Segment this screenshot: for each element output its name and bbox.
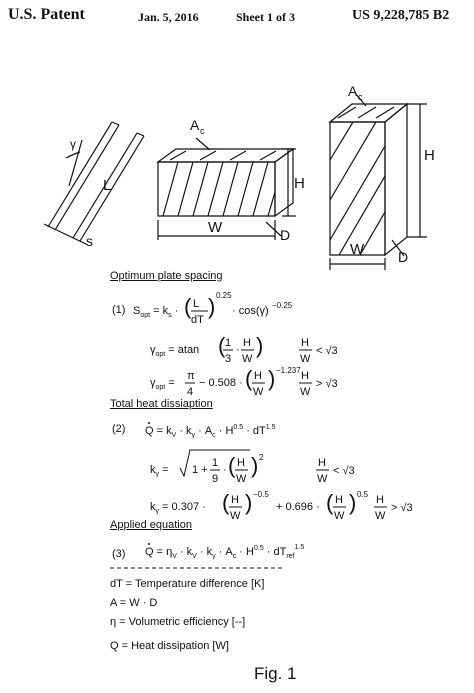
svg-text:(: ( [326,490,334,515]
svg-text:< √3: < √3 [333,465,355,477]
svg-text:0.25: 0.25 [216,291,232,300]
svg-text:(: ( [245,366,253,391]
svg-text:W: W [375,510,386,522]
formula-sopt [133,291,293,326]
definition-ac: A = W · D [110,597,158,609]
svg-text:> √3: > √3 [391,502,413,514]
depth-label-middle: D [280,227,291,243]
svg-text:1: 1 [212,457,219,469]
area-label-middle: A [190,117,200,133]
svg-text:W: W [253,386,264,398]
area-subscript-middle: c [200,126,205,136]
svg-text:π: π [187,370,195,382]
svg-text:0.5: 0.5 [357,490,369,499]
formula-q-dot [145,422,276,439]
svg-text:H: H [237,457,245,469]
height-label-right: H [424,147,435,164]
svg-text:H: H [318,457,326,469]
figure-caption: Fig. 1 [254,664,297,683]
svg-text:(: ( [222,490,230,515]
patent-number: US 9,228,785 B2 [352,8,450,23]
plate-pair-diagram [44,122,144,245]
formula-gamma-opt-2 [150,366,338,398]
patent-label: U.S. Patent [8,6,85,23]
formula-k-gamma-2 [150,490,413,522]
gamma-label: γ [70,137,76,151]
flat-block-diagram [158,138,296,240]
svg-text:−1.237: −1.237 [276,366,301,375]
svg-text:W: W [300,353,311,365]
svg-text:L: L [193,298,200,310]
svg-text:H: H [335,494,343,506]
svg-text:+ 0.696 ·: + 0.696 · [276,501,320,513]
svg-text:1: 1 [225,337,232,349]
equation-number-3: (3) [112,548,126,560]
svg-text:H: H [231,494,239,506]
area-subscript-right: c [358,92,363,102]
svg-text:): ) [268,366,276,391]
height-label-middle: H [294,175,305,192]
svg-text:γopt =: $\gamma_{opt}$ = [150,377,175,391]
svg-text:kγ =: $k_\gamma$ = [150,464,169,478]
svg-text:−0.25: −0.25 [272,301,293,310]
section-optimum: Optimum plate spacing [110,270,223,282]
sheet-number: Sheet 1 of 3 [236,10,295,24]
formula-k-gamma-1 [150,450,355,485]
svg-text:Sopt = ks ·: $S_{opt} = k_s$ · [133,305,179,319]
svg-text:γopt = atan: $\gamma_{opt} = atan$ [150,344,200,358]
svg-text:4: 4 [187,386,194,398]
equation-number-1: (1) [112,304,126,316]
svg-text:): ) [256,333,264,358]
svg-text:H: H [376,494,384,506]
width-label-right: W [350,241,365,258]
heat-sink-diagrams [0,0,474,270]
svg-text:kγ = 0.307 ·: $k_\gamma = 0.307$ · [150,501,206,515]
svg-text:W: W [317,473,328,485]
svg-text:): ) [208,294,216,319]
width-label-middle: W [208,219,223,236]
svg-text:2: 2 [259,453,264,462]
svg-text:·: · [236,344,240,356]
section-applied: Applied equation [110,519,192,531]
svg-text:< √3: < √3 [316,345,338,357]
svg-text:W: W [236,473,247,485]
svg-text:(: ( [184,294,192,319]
equation-number-2: (2) [112,423,126,435]
svg-text:> √3: > √3 [316,378,338,390]
svg-text:Q = ηV · kV · kγ · Ac · H0.5 ·: $Q = \eta_V \cdot k_V \cdot k_\gamma \cdot A_c \cdot H^{0.5} \cdot dT_{ref}^{1.5}$ [145,544,305,560]
svg-text:9: 9 [212,473,219,485]
spacing-label: s [86,233,93,249]
patent-date: Jan. 5, 2016 [138,10,199,24]
svg-text:H: H [301,370,309,382]
section-total: Total heat dissiaption [110,398,213,410]
svg-text:): ) [245,490,253,515]
svg-text:(: ( [228,453,236,478]
svg-text:Q = kV · kγ · Ac · H0.5 · dT1.: $Q = k_V \cdot k_\gamma \cdot A_c \cdot H^{0.5} \cdot dT^{1.5}$ [145,424,276,439]
definition-dt: dT = Temperature difference [K] [110,578,265,590]
svg-text:H: H [301,337,309,349]
svg-text:· cos(γ): · cos(γ) [232,305,269,317]
svg-text:1 +: 1 + [192,464,208,476]
svg-text:·: · [223,464,227,476]
svg-text:H: H [254,370,262,382]
svg-text:W: W [242,353,253,365]
svg-text:): ) [251,453,259,478]
svg-text:(: ( [218,333,226,358]
area-label-right: A [348,83,358,99]
depth-label-right: D [398,249,409,265]
formula-applied [145,543,304,560]
formula-gamma-opt-1 [150,333,338,365]
length-label: L [103,177,112,194]
tall-block-diagram [330,93,427,270]
definition-eta: η = Volumetric efficiency [--] [110,616,246,628]
svg-text:W: W [300,386,311,398]
svg-text:3: 3 [225,353,232,365]
svg-text:W: W [230,510,241,522]
svg-text:W: W [334,510,345,522]
svg-text:H: H [243,337,251,349]
svg-text:− 0.508 ·: − 0.508 · [199,377,243,389]
svg-text:dT: dT [191,314,204,326]
definition-q: Q = Heat dissipation [W] [110,640,229,652]
svg-text:−0.5: −0.5 [253,490,269,499]
svg-text:): ) [349,490,357,515]
